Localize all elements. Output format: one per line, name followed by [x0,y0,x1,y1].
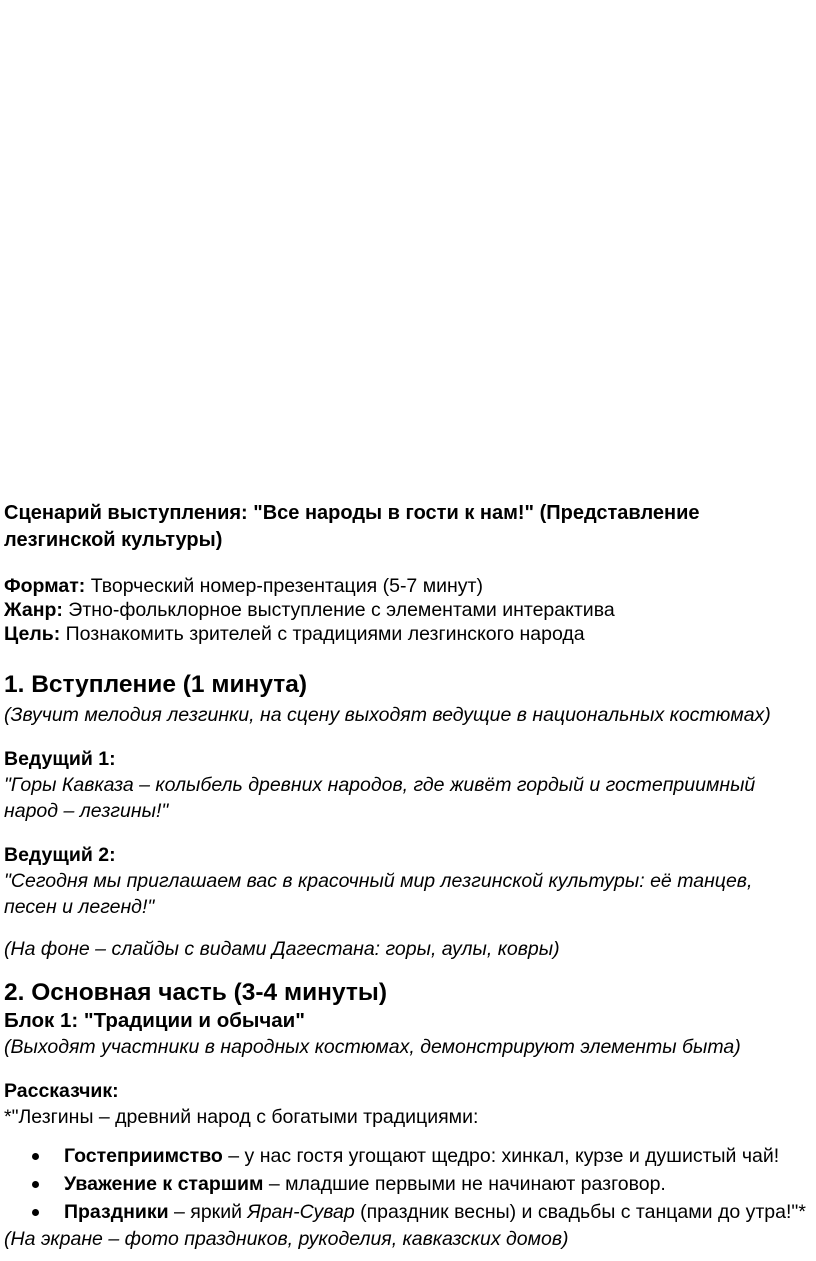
host2-label: Ведущий 2: [4,844,116,866]
document-page [4,500,810,1252]
list-item-text: – яркий [168,1201,248,1223]
format-line [4,574,810,598]
section2-heading: 2. Основная часть (3-4 минуты) [4,979,387,1006]
screen-note: (На экране – фото праздников, рукоделия, кавказских домов) [4,1228,569,1250]
host1-text: "Горы Кавказа – колыбель древних народов, где живёт гордый и гостеприимный народ – лезгины!" [4,774,756,822]
bullet-icon [32,1209,39,1216]
list-item-italic: Яран-Сувар [247,1201,355,1223]
list-item [64,1144,810,1169]
list-item-text: (праздник весны) и свадьбы с танцами до утра!"* [354,1201,806,1223]
host1-label: Ведущий 1: [4,748,116,770]
genre-value: Этно-фольклорное выступление с элементами интерактива [62,599,615,621]
block1-direction: (Выходят участники в народных костюмах, демонстрируют элементы быта) [4,1036,741,1058]
list-item-bold: Гостеприимство [64,1145,223,1167]
section1-heading: 1. Вступление (1 минута) [4,671,308,698]
traditions-list [4,1144,810,1225]
genre-label: Жанр: [4,599,63,621]
narrator-intro: *"Лезгины – древний народ с богатыми традициями: [4,1106,479,1128]
goal-label: Цель: [4,623,61,645]
section1-stage-direction: (Звучит мелодия лезгинки, на сцену выходят ведущие в национальных костюмах) [4,704,771,726]
list-item-bold: Праздники [64,1201,169,1223]
document-title: Сценарий выступления: "Все народы в гости к нам!" (Представление лезгинской культуры) [4,502,700,551]
goal-line [4,622,810,646]
bullet-icon [32,1181,39,1188]
goal-value: Познакомить зрителей с традициями лезгинского народа [60,623,585,645]
host2-text: "Сегодня мы приглашаем вас в красочный мир лезгинской культуры: её танцев, песен и легенд!" [4,870,753,918]
meta-block [4,574,810,646]
background-note: (На фоне – слайды с видами Дагестана: горы, аулы, ковры) [4,938,560,960]
list-item [64,1172,810,1197]
list-item-bold: Уважение к старшим [64,1173,264,1195]
narrator-label: Рассказчик: [4,1080,119,1102]
genre-line [4,598,810,622]
bullet-icon [32,1153,39,1160]
format-value: Творческий номер-презентация (5-7 минут) [85,575,483,597]
list-item-text: – младшие первыми не начинают разговор. [263,1173,666,1195]
format-label: Формат: [4,575,86,597]
list-item [64,1200,810,1225]
list-item-text: – у нас гостя угощают щедро: хинкал, курзе и душистый чай! [222,1145,780,1167]
block1-heading: Блок 1: "Традиции и обычаи" [4,1009,306,1032]
